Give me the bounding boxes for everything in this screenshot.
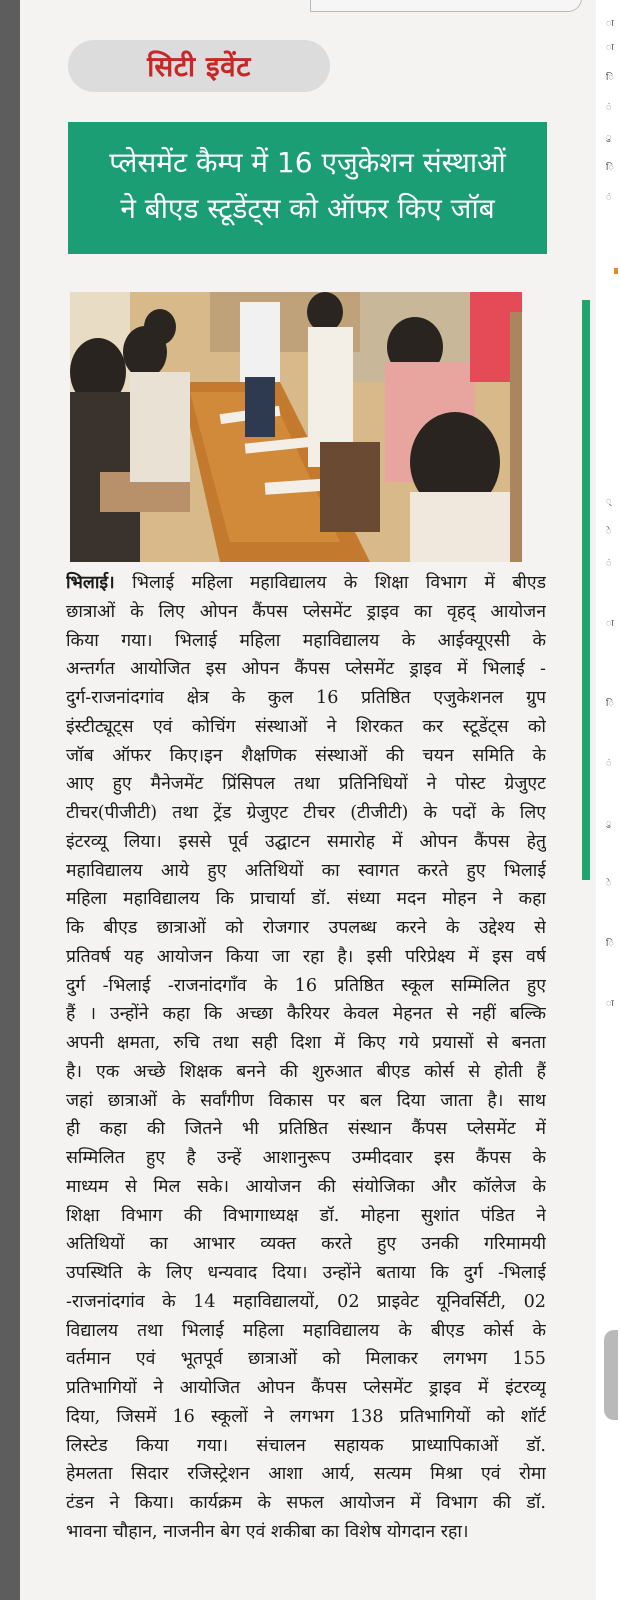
article-line: दिया, जिसमें 16 स्कूलों ने लगभग 138 प्रतिभागियों को शॉर्ट: [66, 1406, 546, 1427]
green-accent-bar: [582, 300, 590, 880]
article-line: विद्यालय तथा भिलाई महिला महाविद्यालय के बीएड कोर्स के: [66, 1320, 546, 1341]
article-line: ही कहा की जितने भी प्रतिष्ठित संस्थान कैंपस प्लेसमेंट में: [66, 1119, 546, 1140]
article-line: अपनी क्षमता, रुचि तथा सही दिशा में किए गये प्रयासों से बनता: [66, 1033, 546, 1053]
article-line-text: भिलाई महिला महाविद्यालय के शिक्षा विभाग में बीएड: [132, 573, 546, 593]
headline-line-2: ने बीएड स्टूडेंट्स को ऑफर किए जॉब: [120, 192, 495, 225]
section-label: सिटी इवेंट: [147, 50, 251, 83]
article-line: छात्राओं के लिए ओपन कैंपस प्लेसमेंट ड्राइव का वृहद् आयोजन: [66, 601, 546, 622]
headline-line-1: प्लेसमेंट कैम्प में 16 एजुकेशन संस्थाओं: [109, 146, 506, 179]
article-line: अन्तर्गत आयोजित इस ओपन कैंपस प्लेसमेंट ड्राइव में भिलाई -: [66, 659, 546, 680]
article-line: महिला महाविद्यालय कि प्राचार्या डॉ. संध्या मदन मोहन ने कहा: [66, 889, 546, 910]
article-line: टंडन ने किया। कार्यक्रम के सफल आयोजन में विभाग की डॉ.: [66, 1493, 546, 1513]
section-badge: [68, 40, 330, 92]
article-line: भावना चौहान, नाजनीन बेग एवं शकीबा का विशेष योगदान रहा।: [66, 1521, 469, 1542]
article-line: इंस्टीट्यूट्स एवं कोचिंग संस्थाओं ने शिरकत कर स्टूडेंट्स को: [66, 716, 546, 737]
article-line: जहां छात्राओं के सर्वांगीण विकास पर बल दिया जाता है। साथ: [66, 1090, 546, 1111]
article-line: दुर्ग -भिलाई -राजनांदगाँव के 16 प्रतिष्ठित स्कूल सम्मिलित हुए: [66, 975, 546, 996]
article-body: [66, 569, 546, 1547]
article-line: जॉब ऑफर किए।इन शैक्षणिक संस्थाओं की चयन समिति के: [66, 745, 546, 766]
article-line: [66, 569, 546, 598]
article-line: किया गया। भिलाई महिला महाविद्यालय के आईक्यूएसी के: [66, 630, 546, 651]
event-photo: [70, 292, 522, 562]
article-line: आए हुए मैनेजमेंट प्रिंसिपल तथा प्रतिनिधियों ने पोस्ट ग्रेजुएट: [66, 774, 546, 795]
article-line: शिक्षा विभाग की विभागाध्यक्ष डॉ. मोहना सुशांत पंडित ने: [66, 1205, 546, 1226]
top-frame-box: [310, 0, 582, 12]
photo-icon: [70, 292, 522, 562]
left-page-edge: [0, 0, 20, 1600]
page-fold-shadow: [604, 1330, 618, 1420]
article-line: अतिथियों का आभार व्यक्त करते हुए उनकी गरिमामयी: [66, 1234, 546, 1255]
article-line: -राजनांदगांव के 14 महाविद्यालयों, 02 प्राइवेट यूनिवर्सिटी, 02: [66, 1291, 546, 1312]
article-line: वर्तमान एवं भूतपूर्व छात्राओं को मिलाकर लगभग 155: [66, 1349, 546, 1370]
article-line: सम्मिलित हुए है उन्हें आशानुरूप उम्मीदवार इस कैंपस के: [66, 1148, 546, 1168]
dateline: भिलाई।: [66, 572, 115, 593]
article-line: लिस्टेड किया गया। संचालन सहायक प्राध्यापिकाओं डॉ.: [66, 1435, 546, 1456]
article-line: उपस्थिति के लिए धन्यवाद दिया। उन्होंने बताया कि दुर्ग -भिलाई: [66, 1263, 546, 1283]
headline-box: [68, 122, 547, 254]
adjacent-column-edge: ा ा ि ं ु ि ं ् े ं ा ि ं ु े ि ा: [596, 0, 620, 1600]
article-line: है। एक अच्छे शिक्षक बनने की शुरुआत बीएड कोर्स से होती हैं: [66, 1061, 546, 1082]
article-line: इंटरव्यू लिया। इससे पूर्व उद्घाटन समारोह में ओपन कैंपस हेतु: [66, 831, 546, 852]
orange-mark: [614, 268, 618, 274]
article-line: महाविद्यालय आये हुए अतिथियों का स्वागत करते हुए भिलाई: [66, 860, 546, 881]
article-line: प्रतिवर्ष यह आयोजन किया जा रहा है। इसी परिप्रेक्ष्य में इस वर्ष: [66, 946, 546, 967]
article-line: टीचर(पीजीटी) तथा ट्रेंड ग्रेजुएट टीचर (टीजीटी) के पदों के लिए: [66, 803, 546, 823]
article-line: माध्यम से मिल सके। आयोजन की संयोजिका और कॉलेज के: [66, 1176, 546, 1197]
article-line: प्रतिभागियों ने आयोजित ओपन कैंपस प्लेसमेंट ड्राइव में इंटरव्यू: [66, 1378, 546, 1398]
article-line: हैं । उन्होंने कहा कि अच्छा कैरियर केवल मेहनत से नहीं बल्कि: [66, 1004, 546, 1025]
article-line: दुर्ग-राजनांदगांव क्षेत्र के कुल 16 प्रतिष्ठित एजुकेशनल ग्रुप: [66, 688, 546, 708]
article-line: हेमलता सिदार रजिस्ट्रेशन आशा आर्य, सत्यम मिश्रा एवं रोमा: [66, 1464, 546, 1485]
article-line: कि बीएड छात्राओं को रोजगार उपलब्ध करने के उद्देश्य से: [66, 918, 546, 938]
